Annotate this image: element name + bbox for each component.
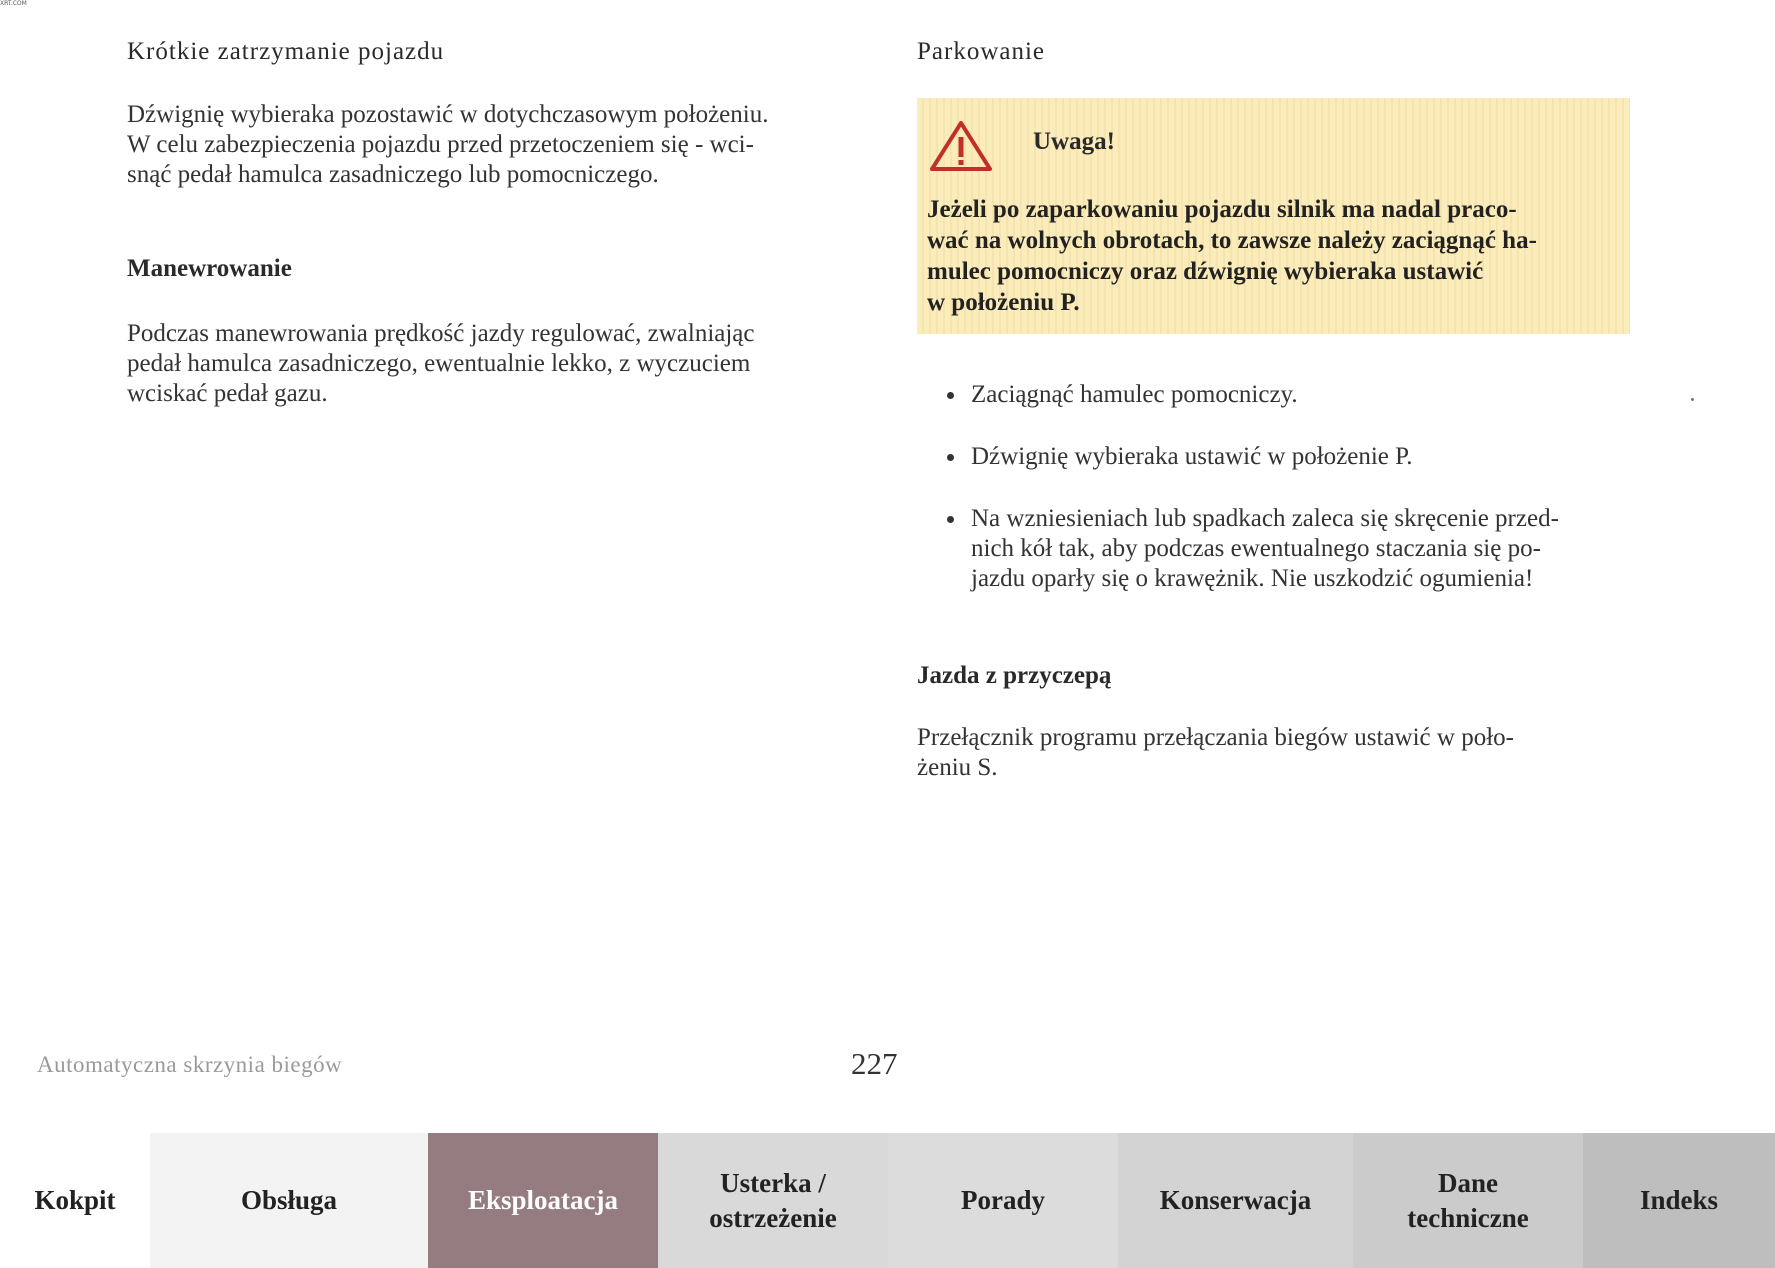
- paragraph-line: Dźwignię wybieraka pozostawić w dotychczasowym położeniu.: [127, 101, 769, 128]
- paragraph-line: pedał hamulca zasadniczego, ewentualnie lekko, z wyczuciem: [127, 350, 751, 377]
- tab-eksploatacja[interactable]: Eksploatacja: [428, 1133, 658, 1268]
- tab-dane-techniczne[interactable]: Dane techniczne: [1353, 1133, 1583, 1268]
- tab-usterka-ostrzezenie[interactable]: Usterka / ostrzeżenie: [658, 1133, 888, 1268]
- paragraph-line: snąć pedał hamulca zasadniczego lub pomocniczego.: [127, 161, 659, 188]
- paragraph-line: Podczas manewrowania prędkość jazdy regulować, zwalniając: [127, 320, 755, 347]
- paragraph-line: wciskać pedał gazu.: [127, 380, 328, 407]
- section-heading-trailer: Jazda z przyczepą: [917, 662, 1112, 689]
- tab-kokpit[interactable]: Kokpit: [0, 1133, 150, 1268]
- warning-line: wać na wolnych obrotach, to zawsze należy zaciągnąć ha-: [927, 227, 1537, 254]
- bullet-icon: [947, 392, 954, 399]
- section-heading-parking: Parkowanie: [917, 38, 1046, 65]
- chapter-tab-bar: [0, 1133, 1775, 1268]
- tab-porady[interactable]: Porady: [888, 1133, 1118, 1268]
- corner-watermark: XRT.COM: [0, 0, 27, 7]
- tab-indeks[interactable]: Indeks: [1583, 1133, 1775, 1268]
- warning-title: Uwaga!: [1033, 128, 1115, 155]
- warning-line: mulec pomocniczy oraz dźwignię wybieraka ustawić: [927, 258, 1484, 285]
- warning-triangle-icon: [929, 120, 993, 172]
- scan-dot: [1691, 398, 1694, 401]
- section-heading-short-stop: Krótkie zatrzymanie pojazdu: [127, 38, 445, 65]
- paragraph-maneuvering: [127, 319, 852, 409]
- bullet-icon: [947, 516, 954, 523]
- list-item-text: Dźwignię wybieraka ustawić w położenie P.: [971, 443, 1413, 470]
- tab-konserwacja[interactable]: Konserwacja: [1118, 1133, 1353, 1268]
- tab-obsluga[interactable]: Obsługa: [150, 1133, 428, 1268]
- paragraph-trailer: [917, 723, 1631, 783]
- paragraph-short-stop: [127, 100, 852, 190]
- warning-line: w położeniu P.: [927, 289, 1080, 316]
- list-item-text: Zaciągnąć hamulec pomocniczy.: [971, 381, 1298, 408]
- warning-text: [927, 194, 1617, 318]
- section-heading-maneuvering: Manewrowanie: [127, 255, 292, 282]
- paragraph-line: W celu zabezpieczenia pojazdu przed przetoczeniem się - wci-: [127, 131, 754, 158]
- bullet-icon: [947, 454, 954, 461]
- warning-box: [917, 98, 1630, 334]
- paragraph-line: żeniu S.: [917, 754, 998, 781]
- chapter-title: Automatyczna skrzynia biegów: [37, 1052, 343, 1077]
- warning-line: Jeżeli po zaparkowaniu pojazdu silnik ma nadal praco-: [927, 196, 1517, 223]
- page-number: 227: [851, 1046, 898, 1081]
- list-item-text: Na wzniesieniach lub spadkach zaleca się skręcenie przed- nich kół tak, aby podczas ewentualnego staczania się po- jazdu oparły się o krawężnik. Nie uszkodzić ogumienia!: [971, 505, 1559, 592]
- paragraph-line: Przełącznik programu przełączania biegów ustawić w poło-: [917, 724, 1514, 751]
